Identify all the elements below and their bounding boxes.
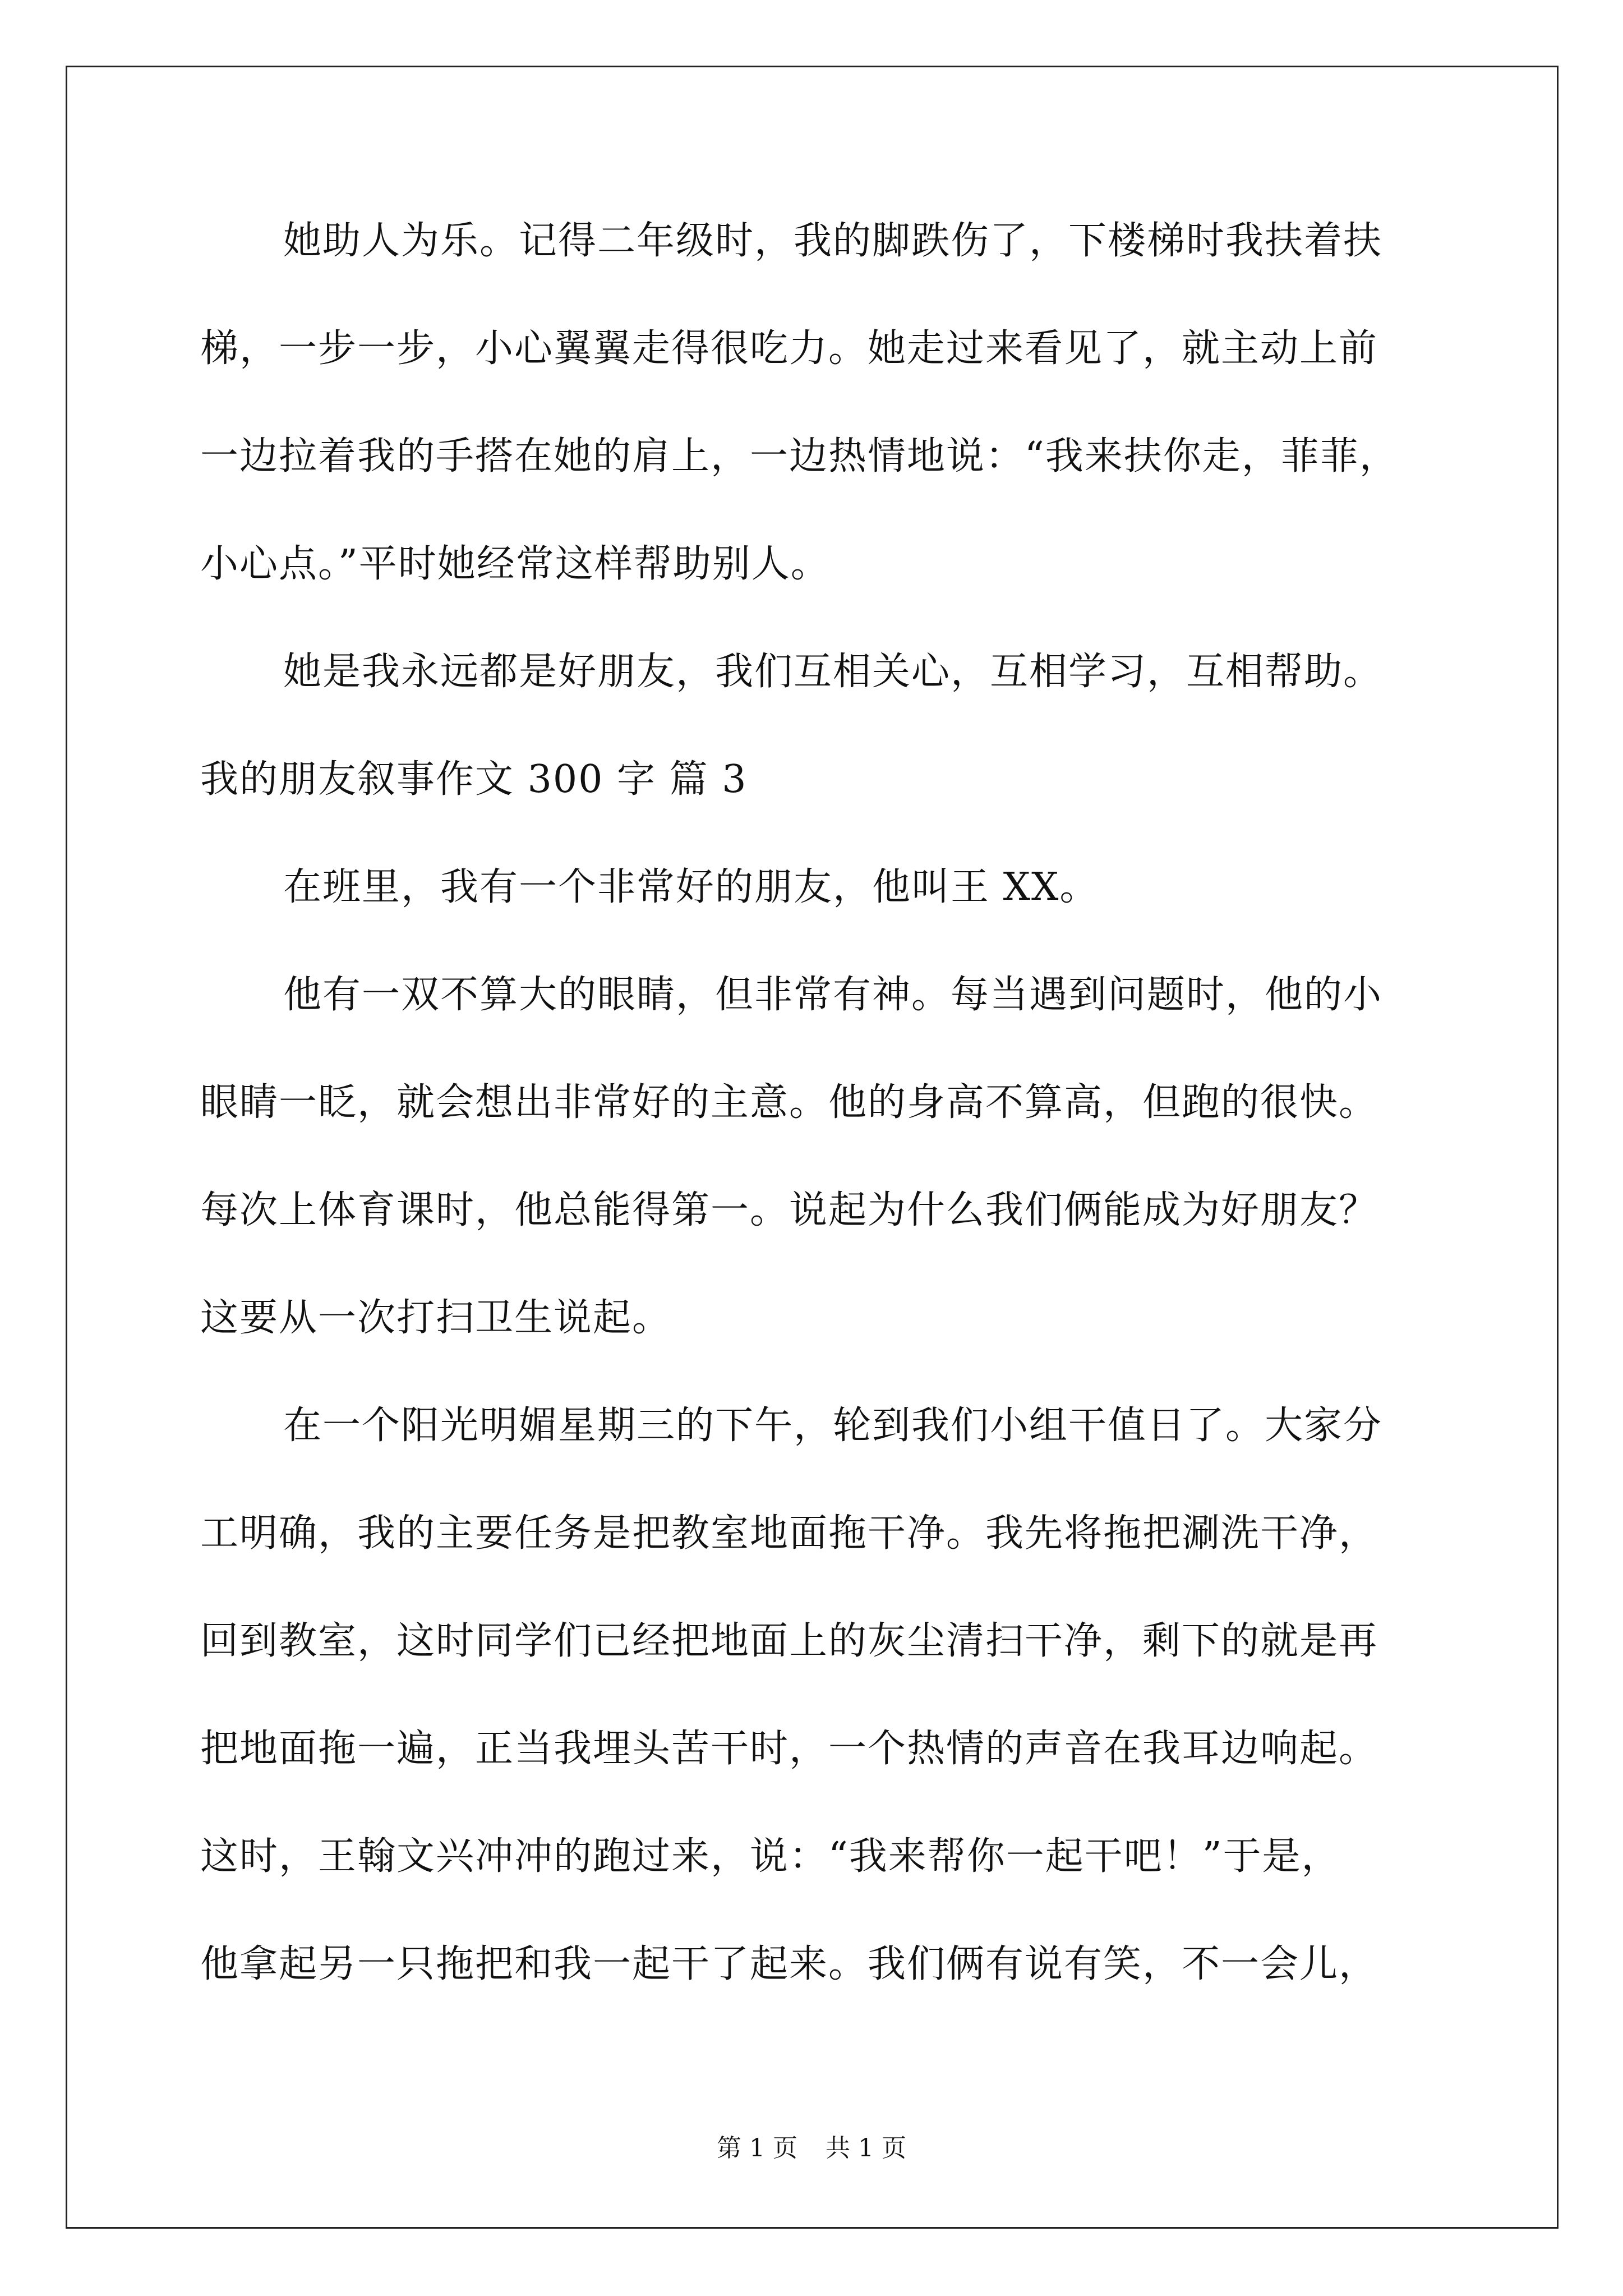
text-line-17: 他拿起另一只拖把和我一起干了起来。我们俩有说有笑，不一会儿， [200,1942,1378,1986]
text-line-7: 在班里，我有一个非常好的朋友，他叫王 XX。 [283,865,1099,909]
text-line-8: 他有一双不算大的眼睛，但非常有神。每当遇到问题时，他的小 [283,973,1383,1017]
section-heading: 我的朋友叙事作文 300 字 篇 3 [200,757,748,802]
text-line-1: 她助人为乐。记得二年级时，我的脚跌伤了，下楼梯时我扶着扶 [283,219,1383,263]
document-body [200,213,1456,2044]
text-line-3: 一边拉着我的手搭在她的肩上，一边热情地说：“我来扶你走，菲菲， [200,434,1399,478]
page-footer [0,2132,1623,2165]
text-line-10: 每次上体育课时，他总能得第一。说起为什么我们俩能成为好朋友？ [200,1188,1378,1232]
text-line-14: 回到教室，这时同学们已经把地面上的灰尘清扫干净，剩下的就是再 [200,1619,1378,1663]
text-line-15: 把地面拖一遍，正当我埋头苦干时，一个热情的声音在我耳边响起。 [200,1727,1378,1771]
text-line-4: 小心点。”平时她经常这样帮助别人。 [200,542,830,586]
text-line-16: 这时，王翰文兴冲冲的跑过来，说：“我来帮你一起干吧！”于是， [200,1834,1341,1879]
text-line-13: 工明确，我的主要任务是把教室地面拖干净。我先将拖把涮洗干净， [200,1511,1378,1556]
text-line-2: 梯，一步一步，小心翼翼走得很吃力。她走过来看见了，就主动上前 [200,326,1378,371]
text-line-9: 眼睛一眨，就会想出非常好的主意。他的身高不算高，但跑的很快。 [200,1080,1378,1125]
text-line-5: 她是我永远都是好朋友，我们互相关心，互相学习，互相帮助。 [283,650,1383,694]
page-number-total: 共 1 页 [826,2134,906,2162]
text-line-11: 这要从一次打扫卫生说起。 [200,1296,672,1340]
text-line-12: 在一个阳光明媚星期三的下午，轮到我们小组干值日了。大家分 [283,1404,1383,1448]
page-number-current: 第 1 页 [717,2134,797,2162]
